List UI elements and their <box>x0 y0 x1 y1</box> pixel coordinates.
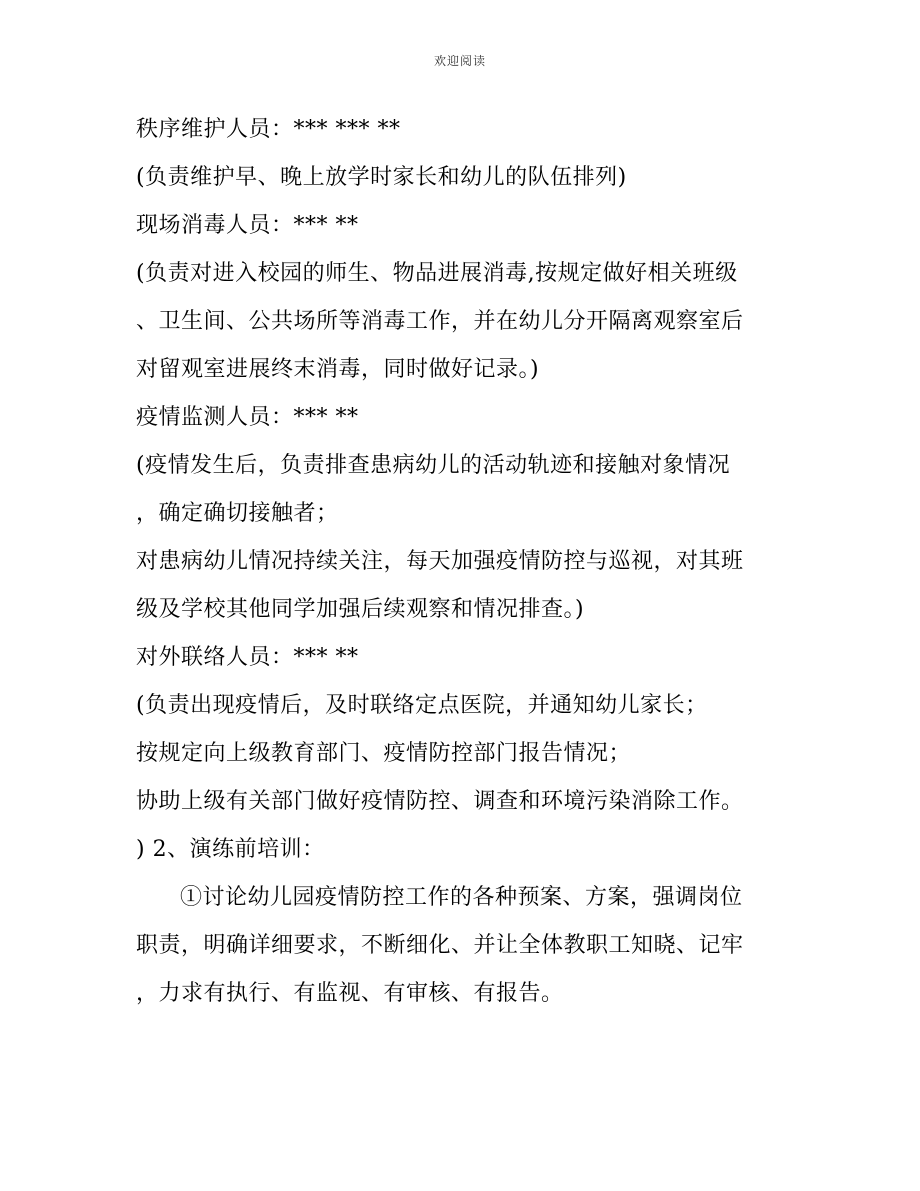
text-line: 按规定向上级教育部门、疫情防控部门报告情况； <box>136 741 632 766</box>
text-line: 现场消毒人员：*** ** <box>136 213 359 238</box>
document-body <box>136 106 796 1018</box>
text-line: ) 2、演练前培训： <box>136 837 325 862</box>
text-line: 、卫生间、公共场所等消毒工作，并在幼儿分开隔离观察室后 <box>136 309 744 334</box>
text-line: (负责对进入校园的师生、物品进展消毒,按规定做好相关班级 <box>136 261 738 286</box>
text-line: ，确定确切接触者； <box>136 501 339 526</box>
text-line: (负责出现疫情后，及时联络定点医院，并通知幼儿家长； <box>136 693 708 718</box>
text-line: 对留观室进展终末消毒，同时做好记录。) <box>136 357 540 382</box>
text-line-indented: ①讨论幼儿园疫情防控工作的各种预案、方案，强调岗位 <box>180 885 743 910</box>
text-line: (负责维护早、晚上放学时家长和幼儿的队伍排列) <box>136 165 627 190</box>
text-line: 职责，明确详细要求，不断细化、并让全体教职工知晓、记牢 <box>136 933 744 958</box>
text-line: 疫情监测人员：*** ** <box>136 405 359 430</box>
text-line: 级及学校其他同学加强后续观察和情况排查。) <box>136 597 585 622</box>
text-line: (疫情发生后，负责排查患病幼儿的活动轨迹和接触对象情况 <box>136 453 731 478</box>
text-line: 对外联络人员：*** ** <box>136 645 359 670</box>
page-header: 欢迎阅读 <box>433 54 486 68</box>
text-line: 对患病幼儿情况持续关注，每天加强疫情防控与巡视，对其班 <box>136 549 744 574</box>
text-line: 秩序维护人员：*** *** ** <box>136 117 401 142</box>
text-line: ，力求有执行、有监视、有审核、有报告。 <box>136 981 564 1006</box>
text-line: 协助上级有关部门做好疫情防控、调查和环境污染消除工作。 <box>136 789 744 814</box>
